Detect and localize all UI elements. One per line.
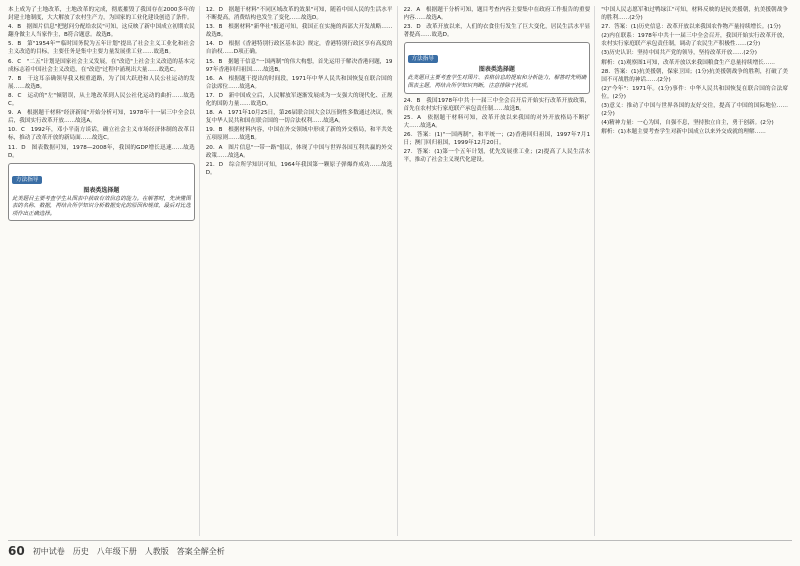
answer-paragraph: "中国人民志愿军和过鸭绿江"可知，材料反映的是抗美援朝，抗美援朝战争的胜利……(2分) bbox=[601, 7, 788, 22]
answer-paragraph: 19．B 根据材料内容，中国在外交领域中形成了新的外交格局，和平共处五项原则……故选B。 bbox=[205, 127, 393, 142]
column-1 bbox=[8, 6, 200, 536]
method-guide-box bbox=[404, 42, 591, 93]
answer-paragraph: 22．A 根据题干分析可知，题目考查内容主要集中在政府工作报告的重要内容……故选A。 bbox=[403, 7, 591, 22]
answer-paragraph: 27．答案：(1)历史信息：改革开放以来我国农作物产量持续增长。(1分) bbox=[601, 24, 781, 31]
answer-paragraph: 12．D 据题干材料"不同区域改革的效果"可知，随着中国人民的生活水平不断提高，消费结构也发生了变化……故选D。 bbox=[205, 7, 393, 22]
method-guide-text: 此类题目主要考查学生从图表中获取有效信息的能力。在解答时，先读懂图表的名称、数据，再结合所学知识分析数据变化的原因和规律，最后对比选项作出正确选择。 bbox=[12, 195, 191, 217]
footer-subject: 历史 bbox=[72, 546, 89, 556]
column-2 bbox=[206, 6, 398, 536]
answer-paragraph: 5．B 第"1954年""临时国务院为五年计划"提出了社会主义工业化和社会主义改造的目标，主要任务是集中主要力量发展重工业……故选B。 bbox=[8, 41, 195, 56]
method-guide-box bbox=[8, 163, 195, 222]
answer-paragraph: 解析：(1)观察图1可知，改革开放以来我国粮食生产总量持续增长…… bbox=[601, 59, 775, 66]
answer-paragraph: 9．A 根据题干材料"经济新闻"开始分析可知，1978年十一届三中全会以后，我国实行改革开放……故选A。 bbox=[8, 110, 195, 125]
answer-paragraph: 15．B 据题干信息"一国两制"的伟大构想，首先运用于解决香港问题，1997年香港回归祖国……故选B。 bbox=[205, 58, 393, 73]
answer-paragraph: 26．答案：(1)"一国两制"，和平统一；(2)香港回归祖国，1997年7月1日；澳门回归祖国，1999年12月20日。 bbox=[403, 131, 591, 147]
answer-paragraph: 18．A 1971年10月25日，第26届联合国大会以压倒性多数通过决议，恢复中华人民共和国在联合国的一切合法权利……故选A。 bbox=[205, 110, 393, 125]
answer-paragraph: 17．D 新中国成立后，人民解放军逐渐发展成为一支强大的现代化、正规化的国防力量……故选D。 bbox=[205, 92, 393, 108]
answer-paragraph: 25．A 依据题干材料可知，改革开放以来我国的对外开放格局不断扩大……故选A。 bbox=[403, 114, 591, 129]
answer-paragraph: 4．B 据图片信息"把慰问分配给农民"可知，这反映了新中国成立初期农民翻身做主人当家作主，B符合题意。故选B。 bbox=[8, 24, 195, 39]
method-guide-tag: 方法指导 bbox=[408, 55, 438, 63]
answer-paragraph: 8．C 运动的"左"倾错误，从土地改革到人民公社化运动的曲折……故选C。 bbox=[8, 92, 195, 108]
answer-paragraph: 27．答案：(1)第一个五年计划，优先发展重工业；(2)提高了人民生活水平，推动了社会主义现代化建设。 bbox=[403, 149, 591, 164]
answer-paragraph: 14．D 根据《香港特别行政区基本法》规定，香港特别行政区享有高度的自治权……D项正确。 bbox=[205, 41, 393, 56]
answer-paragraph: (4)精神力量：一心为国，自强不息，坚持独立自主，勇于创新。(2分) bbox=[601, 120, 774, 127]
answer-paragraph: 7．B 干这耳亲确领导我又根重道路，为了国大跃进和人民公社运动的发展……故选B。 bbox=[8, 75, 195, 90]
answer-paragraph: 6．C "二五"计划是国家社会主义发展，在"改造"上社会主义改造的基本完成标志着中国社会主义改造，在"改造"过程中涌现出大量……故选C。 bbox=[8, 58, 195, 73]
answer-paragraph: 21．D 综合所学知识可知，1964年我国第一颗原子弹爆炸成功……故选D。 bbox=[205, 161, 393, 176]
answer-paragraph: 11．D 图表数据可知，1978—2008年，我国的GDP增长迅速……故选D。 bbox=[8, 144, 195, 159]
column-3 bbox=[404, 6, 596, 536]
method-guide-text: 此类题目主要考查学生对图片、表格信息的提取和分析能力，解答时先明确图表主题，再结合所学知识判断，注意排除干扰项。 bbox=[407, 75, 587, 89]
answer-paragraph: 本上成为了土地改革，土地改革的完成，彻底摧毁了我国存在2000多年的封建土地制度，大大解放了农村生产力，为国家的工业化建设创造了条件。 bbox=[8, 7, 195, 22]
answer-paragraph: 24．B 我国1978年中共十一届三中全会召开后开始实行改革开放政策，首先在农村实行家庭联产承包责任制……故选B。 bbox=[403, 97, 591, 112]
method-guide-title: 图表类选择题 bbox=[478, 66, 515, 74]
answer-paragraph: 20．A 图片信息"一带一路"倡议，体现了中国与世界各国互利共赢的外交政策……故选A。 bbox=[205, 144, 393, 159]
answer-paragraph: 13．B 根据材料"新华社"报道可知，我国正在实施的西部大开发战略……故选B。 bbox=[205, 24, 393, 39]
answer-paragraph: 23．D 改革开放以来，人们的衣食住行发生了巨大变化，居民生活水平显著提高……故选D。 bbox=[403, 24, 591, 39]
answer-paragraph: (2)"今年"：1971年。(1分)事件：中华人民共和国恢复在联合国的合法席位。(2分) bbox=[601, 85, 788, 100]
footer-answer: 答案全解全析 bbox=[176, 546, 225, 556]
footer-volume: 八年级下册 bbox=[96, 546, 137, 556]
columns bbox=[8, 6, 792, 536]
answer-paragraph: 16．A 根据题干提出的时间段，1971年中华人民共和国恢复在联合国的合法席位……故选A。 bbox=[205, 75, 393, 90]
answer-paragraph: (3)历史认识：坚持中国共产党的领导，坚持改革开放……(2分) bbox=[601, 50, 757, 57]
answer-paragraph: 28．答案：(1)抗美援朝，保家卫国；(1分)抗美援朝战争的胜利，打破了美国不可战胜的神话……(2分) bbox=[601, 68, 788, 83]
page-footer bbox=[8, 540, 792, 561]
answer-paragraph: (2)内在联系：1978年中共十一届三中全会召开，我国开始实行改革开放，农村实行家庭联产承包责任制，调动了农民生产积极性……(2分) bbox=[601, 33, 788, 48]
footer-grade: 初中试卷 bbox=[32, 546, 65, 556]
page-number: 60 bbox=[8, 544, 25, 558]
answer-paragraph: 10．C 1992年，邓小平南方谈话，确立社会主义市场经济体制的改革目标，推动了改革开放的新局面……故选C。 bbox=[8, 127, 195, 142]
column-4 bbox=[601, 6, 792, 536]
answer-paragraph: (3)意义：推动了中国与世界各国的友好交往，提高了中国的国际地位……(2分) bbox=[601, 103, 788, 118]
method-guide-title: 图表类选择题 bbox=[83, 186, 120, 194]
method-guide-tag: 方法指导 bbox=[12, 176, 42, 184]
footer-edition: 人教版 bbox=[144, 546, 169, 556]
answer-paragraph: 解析：(1)本题主要考查学生对新中国成立以来外交成就的理解…… bbox=[601, 129, 766, 136]
